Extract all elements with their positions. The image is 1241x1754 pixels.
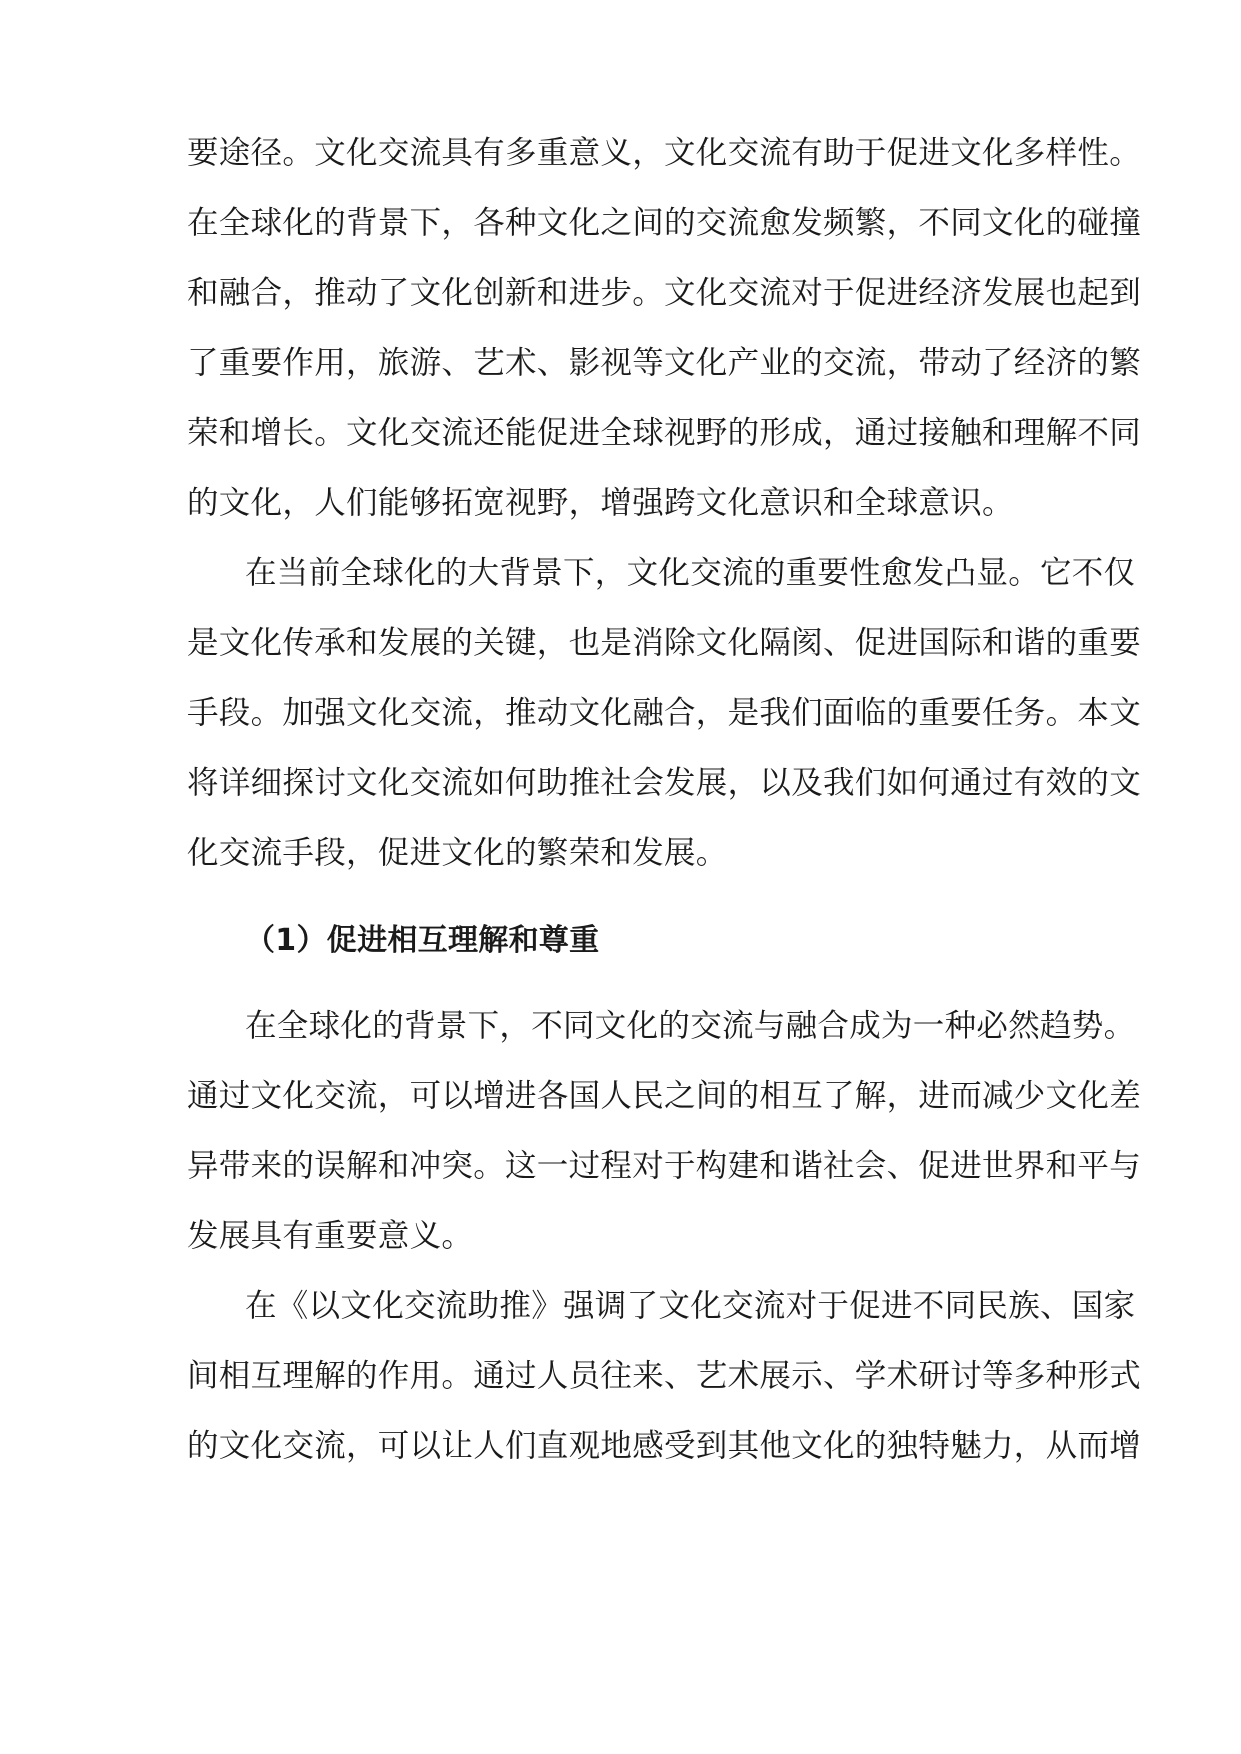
- text-line: 将详细探讨文化交流如何助推社会发展，以及我们如何通过有效的文: [187, 765, 1142, 801]
- text-line: 间相互理解的作用。通过人员往来、艺术展示、学术研讨等多种形式: [187, 1358, 1142, 1394]
- text-line: 的文化交流，可以让人们直观地感受到其他文化的独特魅力，从而增: [187, 1428, 1142, 1464]
- text-line: 是文化传承和发展的关键，也是消除文化隔阂、促进国际和谐的重要: [187, 625, 1142, 661]
- text-line: 通过文化交流，可以增进各国人民之间的相互了解，进而减少文化差: [187, 1078, 1142, 1114]
- text-line: 在《以文化交流助推》强调了文化交流对于促进不同民族、国家: [245, 1288, 1136, 1324]
- text-line: 手段。加强文化交流，推动文化融合，是我们面临的重要任务。本文: [187, 695, 1142, 731]
- text-line: 在当前全球化的大背景下，文化交流的重要性愈发凸显。它不仅: [245, 555, 1136, 591]
- text-line: 发展具有重要意义。: [187, 1218, 474, 1254]
- text-line: 在全球化的背景下，不同文化的交流与融合成为一种必然趋势。: [245, 1008, 1136, 1044]
- section-heading: （1）促进相互理解和尊重: [245, 923, 600, 958]
- text-line: 和融合，推动了文化创新和进步。文化交流对于促进经济发展也起到: [187, 275, 1142, 311]
- text-line: 要途径。文化交流具有多重意义，文化交流有助于促进文化多样性。: [187, 135, 1142, 171]
- text-line: 了重要作用，旅游、艺术、影视等文化产业的交流，带动了经济的繁: [187, 345, 1142, 381]
- text-line: 异带来的误解和冲突。这一过程对于构建和谐社会、促进世界和平与: [187, 1148, 1142, 1184]
- text-line: 的文化，人们能够拓宽视野，增强跨文化意识和全球意识。: [187, 485, 1014, 521]
- text-line: 荣和增长。文化交流还能促进全球视野的形成，通过接触和理解不同: [187, 415, 1142, 451]
- text-line: 在全球化的背景下，各种文化之间的交流愈发频繁，不同文化的碰撞: [187, 205, 1142, 241]
- text-line: 化交流手段，促进文化的繁荣和发展。: [187, 835, 728, 871]
